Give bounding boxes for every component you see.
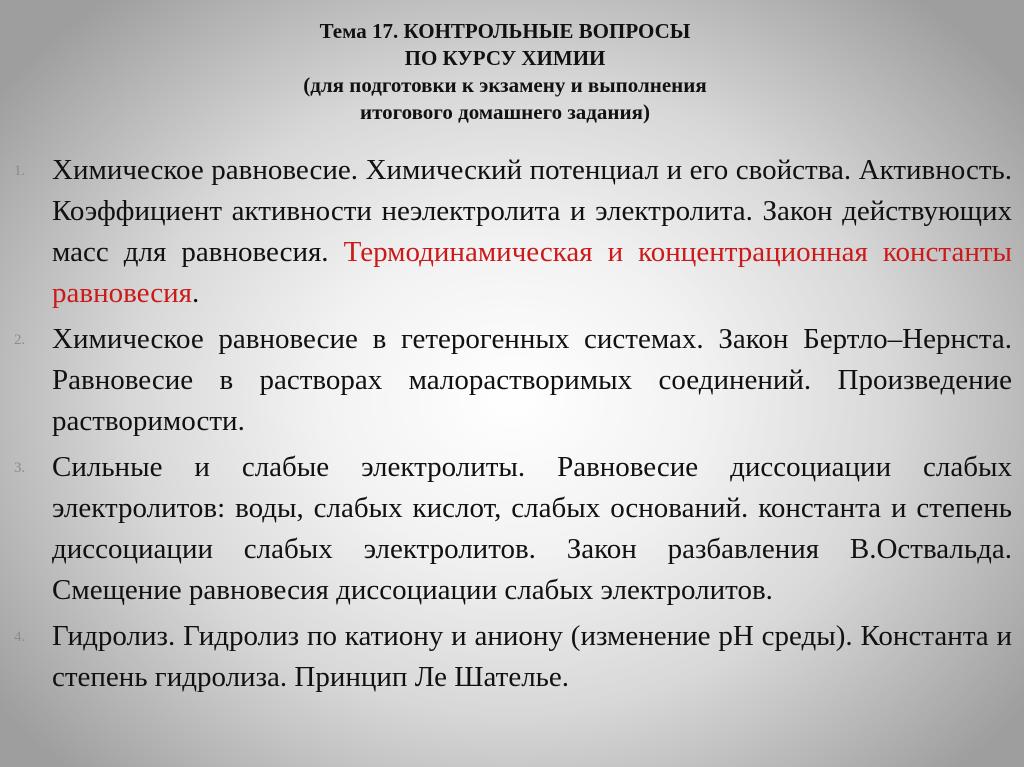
item-text: Химическое равновесие. Химический потенциал и его свойства. Активность. Коэффициент активности неэлектролита и электролита. Закон действующих масс для равновесия. <box>52 154 1012 268</box>
item-tail: . <box>191 277 200 309</box>
item-number: 4. <box>14 629 26 645</box>
item-text: Сильные и слабые электролиты. Равновесие диссоциации слабых электролитов: воды, слабых кислот, слабых оснований. константа и степень диссоциации слабых электролитов. Закон разбавления В.Оствальда. Смещение равновесия диссоциации слабых электролитов. <box>52 451 1012 606</box>
title-line-3: (для подготовки к экзамену и выполнения <box>303 73 707 97</box>
item-number: 2. <box>14 332 26 348</box>
item-number: 3. <box>14 460 26 476</box>
list-item <box>12 319 1012 442</box>
list-item <box>12 616 1012 698</box>
item-highlight: Термодинамическая и концентрационная константы равновесия <box>52 236 1013 309</box>
question-list <box>12 150 1012 698</box>
title-line-4: итогового домашнего задания) <box>359 100 650 124</box>
item-text: Химическое равновесие в гетерогенных системах. Закон Бертло–Нернста. Равновесие в растворах малорастворимых соединений. Произведение растворимости. <box>52 323 1012 437</box>
item-text: Гидролиз. Гидролиз по катиону и аниону (изменение pH среды). Константа и степень гидролиза. Принцип Ле Шателье. <box>52 620 1012 693</box>
item-number: 1. <box>14 163 26 179</box>
list-item <box>12 150 1012 314</box>
title-line-2: ПО КУРСУ ХИМИИ <box>404 46 606 70</box>
slide-title <box>180 18 830 126</box>
title-line-1: Тема 17. КОНТРОЛЬНЫЕ ВОПРОСЫ <box>319 19 691 43</box>
list-item <box>12 447 1012 611</box>
